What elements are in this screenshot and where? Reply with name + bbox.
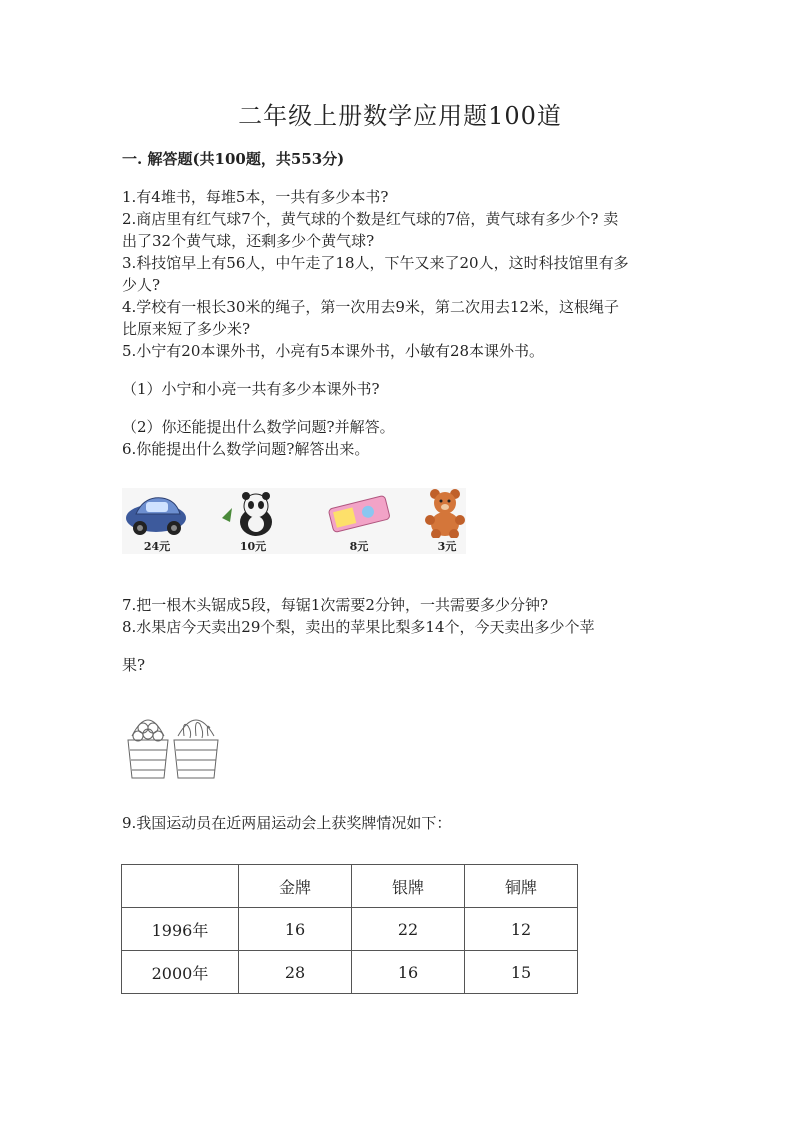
price-label: 10元 — [239, 540, 267, 553]
table-row — [122, 951, 578, 994]
table-header-row — [122, 865, 578, 908]
question-8-cont: 果? — [122, 656, 146, 674]
medal-table — [121, 864, 578, 994]
price-label: 8元 — [349, 540, 369, 553]
table-cell: 12 — [465, 908, 578, 951]
question-2-cont: 出了32个黄气球，还剩多少个黄气球? — [122, 232, 375, 250]
page-title: 二年级上册数学应用题100道 — [238, 102, 562, 130]
question-5-part-1: （1）小宁和小亮一共有多少本课外书? — [122, 380, 380, 398]
table-header-cell — [122, 865, 239, 908]
question-5-part-2: （2）你还能提出什么数学问题?并解答。 — [122, 418, 395, 436]
question-5: 5.小宁有20本课外书，小亮有5本课外书，小敏有28本课外书。 — [122, 342, 545, 360]
table-header-cell: 铜牌 — [465, 865, 578, 908]
table-header-cell: 金牌 — [239, 865, 352, 908]
pencil-box-icon — [324, 488, 394, 538]
table-cell: 28 — [239, 951, 352, 994]
question-9: 9.我国运动员在近两届运动会上获奖牌情况如下： — [122, 814, 452, 832]
question-3-cont: 少人? — [122, 276, 161, 294]
price-label: 24元 — [143, 540, 171, 553]
fruit-baskets-image — [122, 706, 226, 786]
teddy-bear-item — [412, 488, 482, 554]
table-cell: 2000年 — [122, 951, 239, 994]
table-header-cell: 银牌 — [352, 865, 465, 908]
question-1: 1.有4堆书，每堆5本，一共有多少本书? — [122, 188, 389, 206]
panda-icon — [218, 488, 288, 538]
question-2: 2.商店里有红气球7个，黄气球的个数是红气球的7倍，黄气球有多少个? 卖 — [122, 210, 619, 228]
section-heading: 一. 解答题(共100题，共553分) — [122, 150, 345, 168]
panda-item — [218, 488, 288, 554]
question-4: 4.学校有一根长30米的绳子，第一次用去9米，第二次用去12米，这根绳子 — [122, 298, 620, 316]
table-cell: 16 — [352, 951, 465, 994]
price-label: 3元 — [437, 540, 457, 553]
price-items-image — [122, 488, 466, 554]
pencil-box-item — [324, 488, 394, 554]
teddy-bear-icon — [412, 488, 482, 538]
question-7: 7.把一根木头锯成5段，每锯1次需要2分钟，一共需要多少分钟? — [122, 596, 548, 614]
table-cell: 22 — [352, 908, 465, 951]
question-8: 8.水果店今天卖出29个梨，卖出的苹果比梨多14个，今天卖出多少个苹 — [122, 618, 595, 636]
question-6: 6.你能提出什么数学问题?解答出来。 — [122, 440, 370, 458]
toy-car-icon — [122, 488, 192, 538]
question-4-cont: 比原来短了多少米? — [122, 320, 251, 338]
table-cell: 1996年 — [122, 908, 239, 951]
toy-car-item — [122, 488, 192, 554]
basket-icon — [122, 706, 226, 786]
table-cell: 15 — [465, 951, 578, 994]
question-3: 3.科技馆早上有56人，中午走了18人，下午又来了20人，这时科技馆里有多 — [122, 254, 629, 272]
table-row — [122, 908, 578, 951]
table-cell: 16 — [239, 908, 352, 951]
